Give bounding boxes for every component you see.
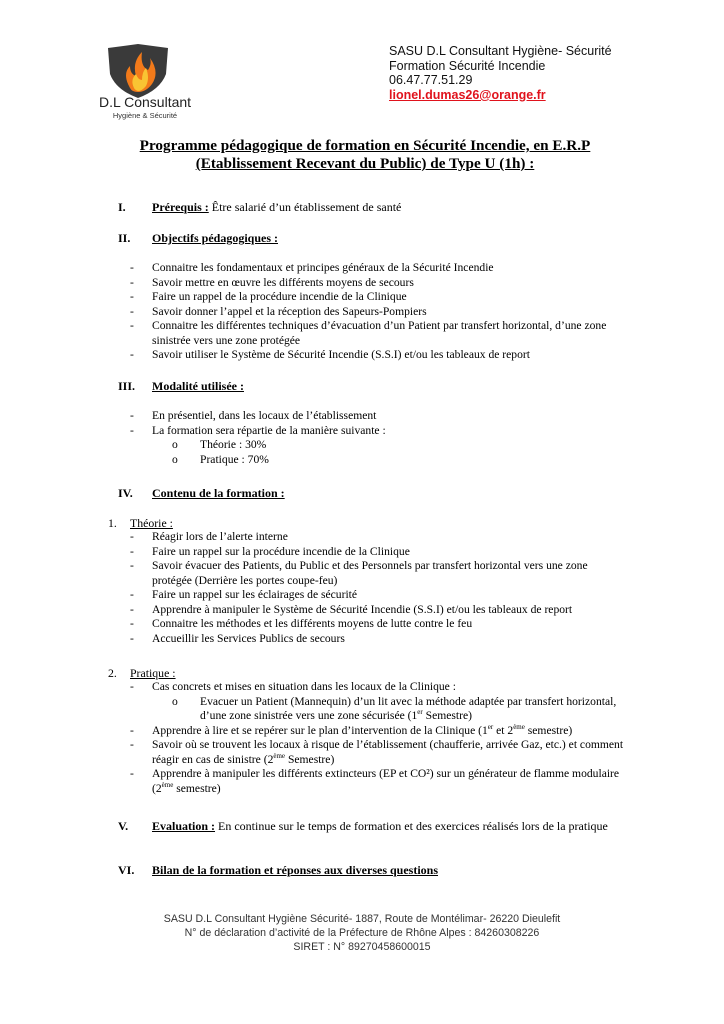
superscript: ème — [513, 722, 525, 731]
flame-shield-icon — [100, 44, 176, 100]
section-prerequis — [118, 200, 401, 215]
section-text: Être salarié d’un établissement de santé — [211, 200, 402, 214]
subsection-pratique — [108, 666, 176, 681]
list-item — [130, 767, 630, 796]
company-activity: Formation Sécurité Incendie — [389, 58, 546, 73]
section-text: En continue sur le temps de formation et des exercices réalisés lors de la pratique — [215, 819, 608, 833]
section-heading: Objectifs pédagogiques : — [152, 231, 278, 245]
list-item — [130, 424, 630, 468]
section-bilan — [118, 863, 438, 878]
list-item-text: La formation sera répartie de la manière suivante : — [152, 423, 386, 437]
list-item: - Savoir utiliser le Système de Sécurité Incendie (S.S.I) et/ou les tableaux de report — [130, 348, 630, 363]
company-logo — [78, 44, 198, 126]
section-number: II. — [118, 231, 131, 245]
text-part: Apprendre à lire et se repérer sur le plan d’intervention de la Clinique (1 — [152, 723, 488, 737]
company-header — [389, 44, 612, 102]
text-part: et 2 — [493, 723, 514, 737]
list-item: - Apprendre à manipuler le Système de Sécurité Incendie (S.S.I) et/ou les tableaux de report — [130, 603, 630, 618]
list-item: - Connaitre les fondamentaux et principes généraux de la Sécurité Incendie — [130, 261, 630, 276]
footer-declaration: N° de déclaration d’activité de la Préfecture de Rhône Alpes : 84260308226 — [184, 927, 540, 940]
text-part: Semestre) — [285, 752, 335, 766]
footer-address: SASU D.L Consultant Hygiène Sécurité- 1887, Route de Montélimar- 26220 Dieulefit — [163, 913, 561, 925]
objectives-list — [130, 261, 630, 363]
list-item: - Faire un rappel sur la procédure incendie de la Clinique — [130, 545, 630, 560]
sublist-item — [152, 695, 630, 724]
section-number: I. — [118, 200, 126, 214]
list-item: - Savoir mettre en œuvre les différents moyens de secours — [130, 276, 630, 291]
subsection-theorie — [108, 516, 173, 531]
text-part: semestre) — [173, 781, 221, 795]
section-heading: Contenu de la formation : — [152, 486, 285, 500]
company-phone: 06.47.77.51.29 — [389, 73, 473, 88]
section-modalite — [118, 379, 244, 394]
section-heading: Modalité utilisée : — [152, 379, 244, 393]
superscript: er — [487, 722, 494, 731]
sublist-item: o Pratique : 70% — [152, 453, 630, 468]
logo-name: D.L Consultant — [98, 94, 192, 110]
company-name: SASU D.L Consultant Hygiène- Sécurité — [389, 44, 612, 58]
section-number: V. — [118, 819, 129, 833]
section-number: III. — [118, 379, 136, 393]
modalite-list — [130, 409, 630, 467]
section-heading: Evaluation : — [152, 819, 216, 833]
section-heading: Bilan de la formation et réponses aux diverses questions — [152, 863, 439, 877]
list-item-text: Cas concrets et mises en situation dans les locaux de la Clinique : — [152, 680, 456, 693]
superscript: ème — [161, 780, 174, 789]
superscript: ème — [273, 751, 286, 760]
text-part: semestre) — [524, 723, 573, 737]
sublist — [152, 438, 630, 467]
text-part: Savoir où se trouvent les locaux à risque de l’établissement (chaufferie, arrivée Gaz, etc.) et comment réagir en cas de sinistre (2 — [152, 738, 624, 766]
sublist-item: o Théorie : 30% — [152, 438, 630, 453]
list-item: - Réagir lors de l’alerte interne — [130, 530, 630, 545]
logo-tagline: Hygiène & Sécurité — [112, 111, 178, 120]
page-footer — [0, 912, 724, 955]
subsection-number: 2. — [108, 666, 117, 680]
list-item — [130, 724, 630, 739]
company-email-link[interactable]: lionel.dumas26@orange.fr — [389, 87, 546, 102]
superscript: er — [417, 708, 423, 717]
list-item: - Accueillir les Services Publics de secours — [130, 632, 630, 647]
list-item: - Faire un rappel sur les éclairages de sécurité — [130, 588, 630, 603]
section-evaluation — [118, 819, 608, 834]
list-item: - En présentiel, dans les locaux de l’établissement — [130, 409, 630, 424]
sublist — [152, 695, 630, 724]
section-number: VI. — [118, 863, 135, 877]
subsection-heading: Pratique : — [130, 666, 176, 680]
section-heading: Prérequis : — [152, 200, 209, 214]
list-item: - Savoir évacuer des Patients, du Public et des Personnels par transfert horizontal vers une zone protégée (Derrière les portes coupe-feu) — [130, 559, 630, 588]
title-line-1: Programme pédagogique de formation en Sécurité Incendie, en E.R.P — [139, 137, 591, 154]
section-objectifs — [118, 231, 278, 246]
list-item — [130, 738, 630, 767]
theory-list — [130, 530, 630, 646]
text-part: Evacuer un Patient (Mannequin) d’un lit avec la méthode adaptée par transfert horizontal, d’une zone sinistrée vers une zone sécurisée (1 — [200, 694, 617, 722]
subsection-heading: Théorie : — [130, 516, 173, 530]
footer-siret: SIRET : N° 89270458600015 — [293, 941, 431, 954]
list-item: - Connaitre les méthodes et les différents moyens de lutte contre le feu — [130, 617, 630, 632]
text-part: Semestre) — [422, 709, 473, 722]
practice-list — [130, 680, 630, 796]
title-line-2: (Etablissement Recevant du Public) de Type U (1h) : — [195, 155, 535, 172]
list-item: - Connaitre les différentes techniques d’évacuation d’un Patient par transfert horizontal, d’une zone sinistrée vers une zone protégée — [130, 319, 630, 348]
list-item — [130, 680, 630, 724]
section-number: IV. — [118, 486, 133, 500]
section-contenu — [118, 486, 285, 501]
text-part: Apprendre à manipuler les différents extincteurs (EP et CO²) sur un générateur de flamme modulaire (2 — [152, 767, 620, 795]
subsection-number: 1. — [108, 516, 117, 530]
list-item: - Faire un rappel de la procédure incendie de la Clinique — [130, 290, 630, 305]
document-title — [100, 137, 630, 173]
list-item: - Savoir donner l’appel et la réception des Sapeurs-Pompiers — [130, 305, 630, 320]
